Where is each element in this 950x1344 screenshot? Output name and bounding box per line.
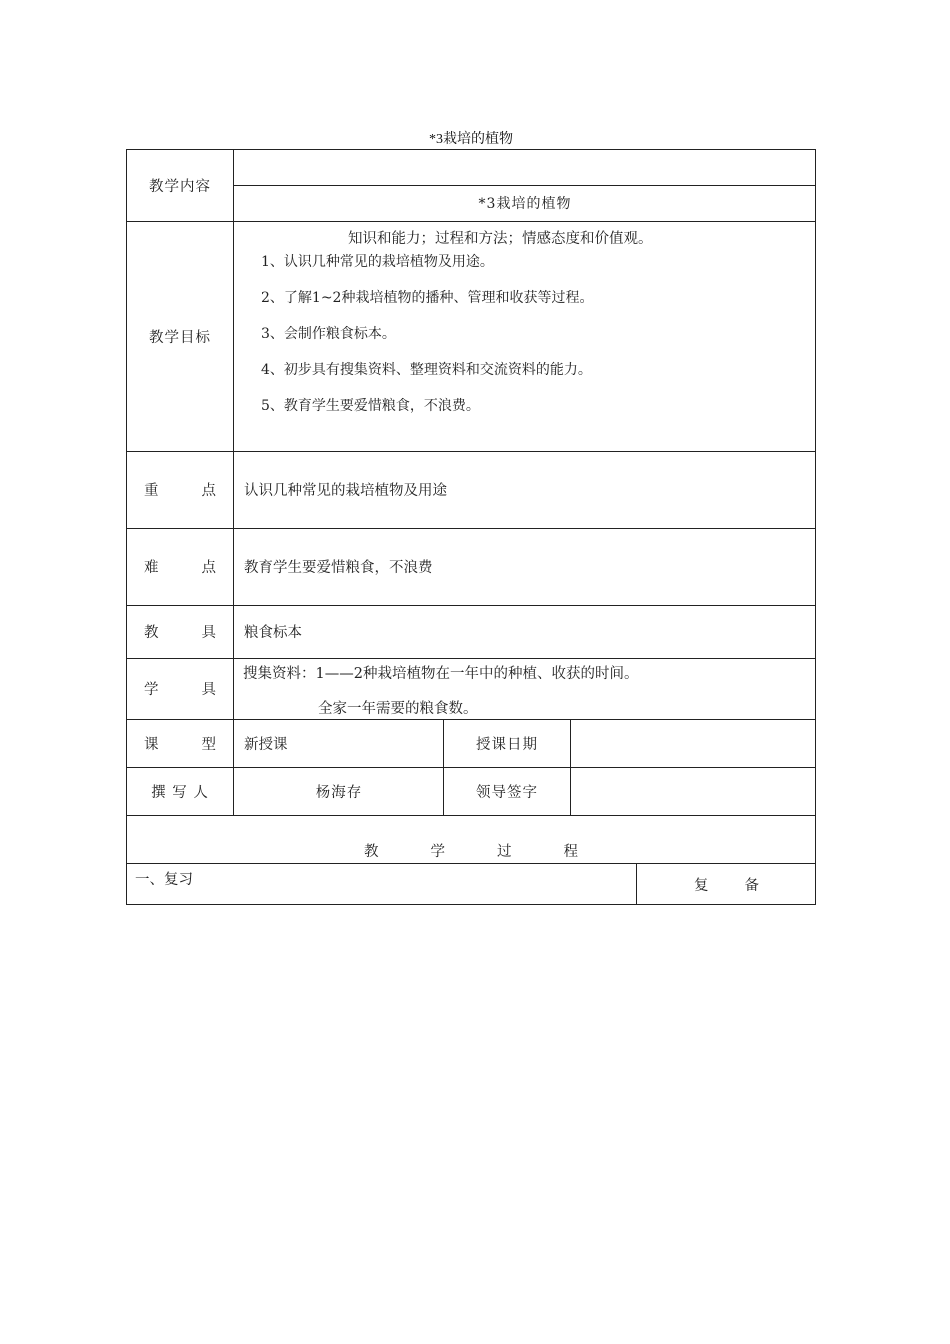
objectives-intro: 知识和能力；过程和方法；情感态度和价值观。 bbox=[348, 231, 653, 247]
review-side-label bbox=[637, 863, 816, 905]
label-char: 重 bbox=[144, 483, 159, 499]
heading-char: 教 bbox=[364, 843, 379, 860]
student-aids-line2: 全家一年需要的粮食数。 bbox=[318, 701, 478, 717]
document-title: *3栽培的植物 bbox=[429, 132, 513, 147]
label-char: 型 bbox=[201, 736, 216, 753]
label-char: 学 bbox=[144, 682, 159, 698]
lesson-date-value bbox=[571, 719, 816, 767]
content-label: 教学内容 bbox=[149, 178, 211, 195]
label-char: 课 bbox=[144, 736, 159, 753]
content-value: *3栽培的植物 bbox=[478, 196, 572, 212]
author-value: 杨海存 bbox=[315, 784, 363, 801]
student-aids-line1: 搜集资料：1——2种栽培植物在一年中的种植、收获的时间。 bbox=[243, 666, 639, 682]
difficulty-value: 教育学生要爱惜粮食，不浪费 bbox=[244, 560, 433, 576]
label-char: 复 bbox=[694, 877, 709, 894]
objective-item: 1、认识几种常见的栽培植物及用途。 bbox=[261, 254, 494, 270]
sign-label: 领导签字 bbox=[476, 784, 538, 801]
lesson-type-label bbox=[126, 719, 234, 767]
objective-item: 4、初步具有搜集资料、整理资料和交流资料的能力。 bbox=[261, 362, 592, 378]
label-char: 点 bbox=[201, 560, 216, 576]
row-divider bbox=[126, 815, 816, 816]
heading-char: 过 bbox=[497, 843, 512, 860]
heading-char: 程 bbox=[563, 843, 578, 860]
student-aids-label bbox=[126, 658, 234, 719]
objectives-label: 教学目标 bbox=[149, 329, 211, 346]
key-point-value: 认识几种常见的栽培植物及用途 bbox=[244, 483, 447, 499]
objective-item: 5、教育学生要爱惜粮食，不浪费。 bbox=[261, 398, 480, 414]
review-label: 一、复习 bbox=[135, 872, 193, 888]
objective-item: 2、了解1~2种栽培植物的播种、管理和收获等过程。 bbox=[261, 290, 594, 306]
lesson-type-value: 新授课 bbox=[244, 736, 288, 753]
label-char: 难 bbox=[144, 560, 159, 576]
label-char: 具 bbox=[201, 625, 216, 641]
sign-value bbox=[571, 767, 816, 815]
label-char: 点 bbox=[201, 483, 216, 499]
key-point-label bbox=[126, 451, 234, 528]
label-char: 具 bbox=[201, 682, 216, 698]
label-char: 教 bbox=[144, 625, 159, 641]
heading-char: 学 bbox=[430, 843, 445, 860]
difficulty-label bbox=[126, 528, 234, 605]
objective-item: 3、会制作粮食标本。 bbox=[261, 326, 396, 342]
teaching-aids-label bbox=[126, 605, 234, 658]
lesson-date-label: 授课日期 bbox=[476, 736, 538, 753]
lesson-plan-table bbox=[126, 149, 816, 905]
label-char: 备 bbox=[744, 877, 759, 894]
teaching-aids-value: 粮食标本 bbox=[244, 625, 302, 641]
author-label: 撰 写 人 bbox=[151, 784, 209, 801]
